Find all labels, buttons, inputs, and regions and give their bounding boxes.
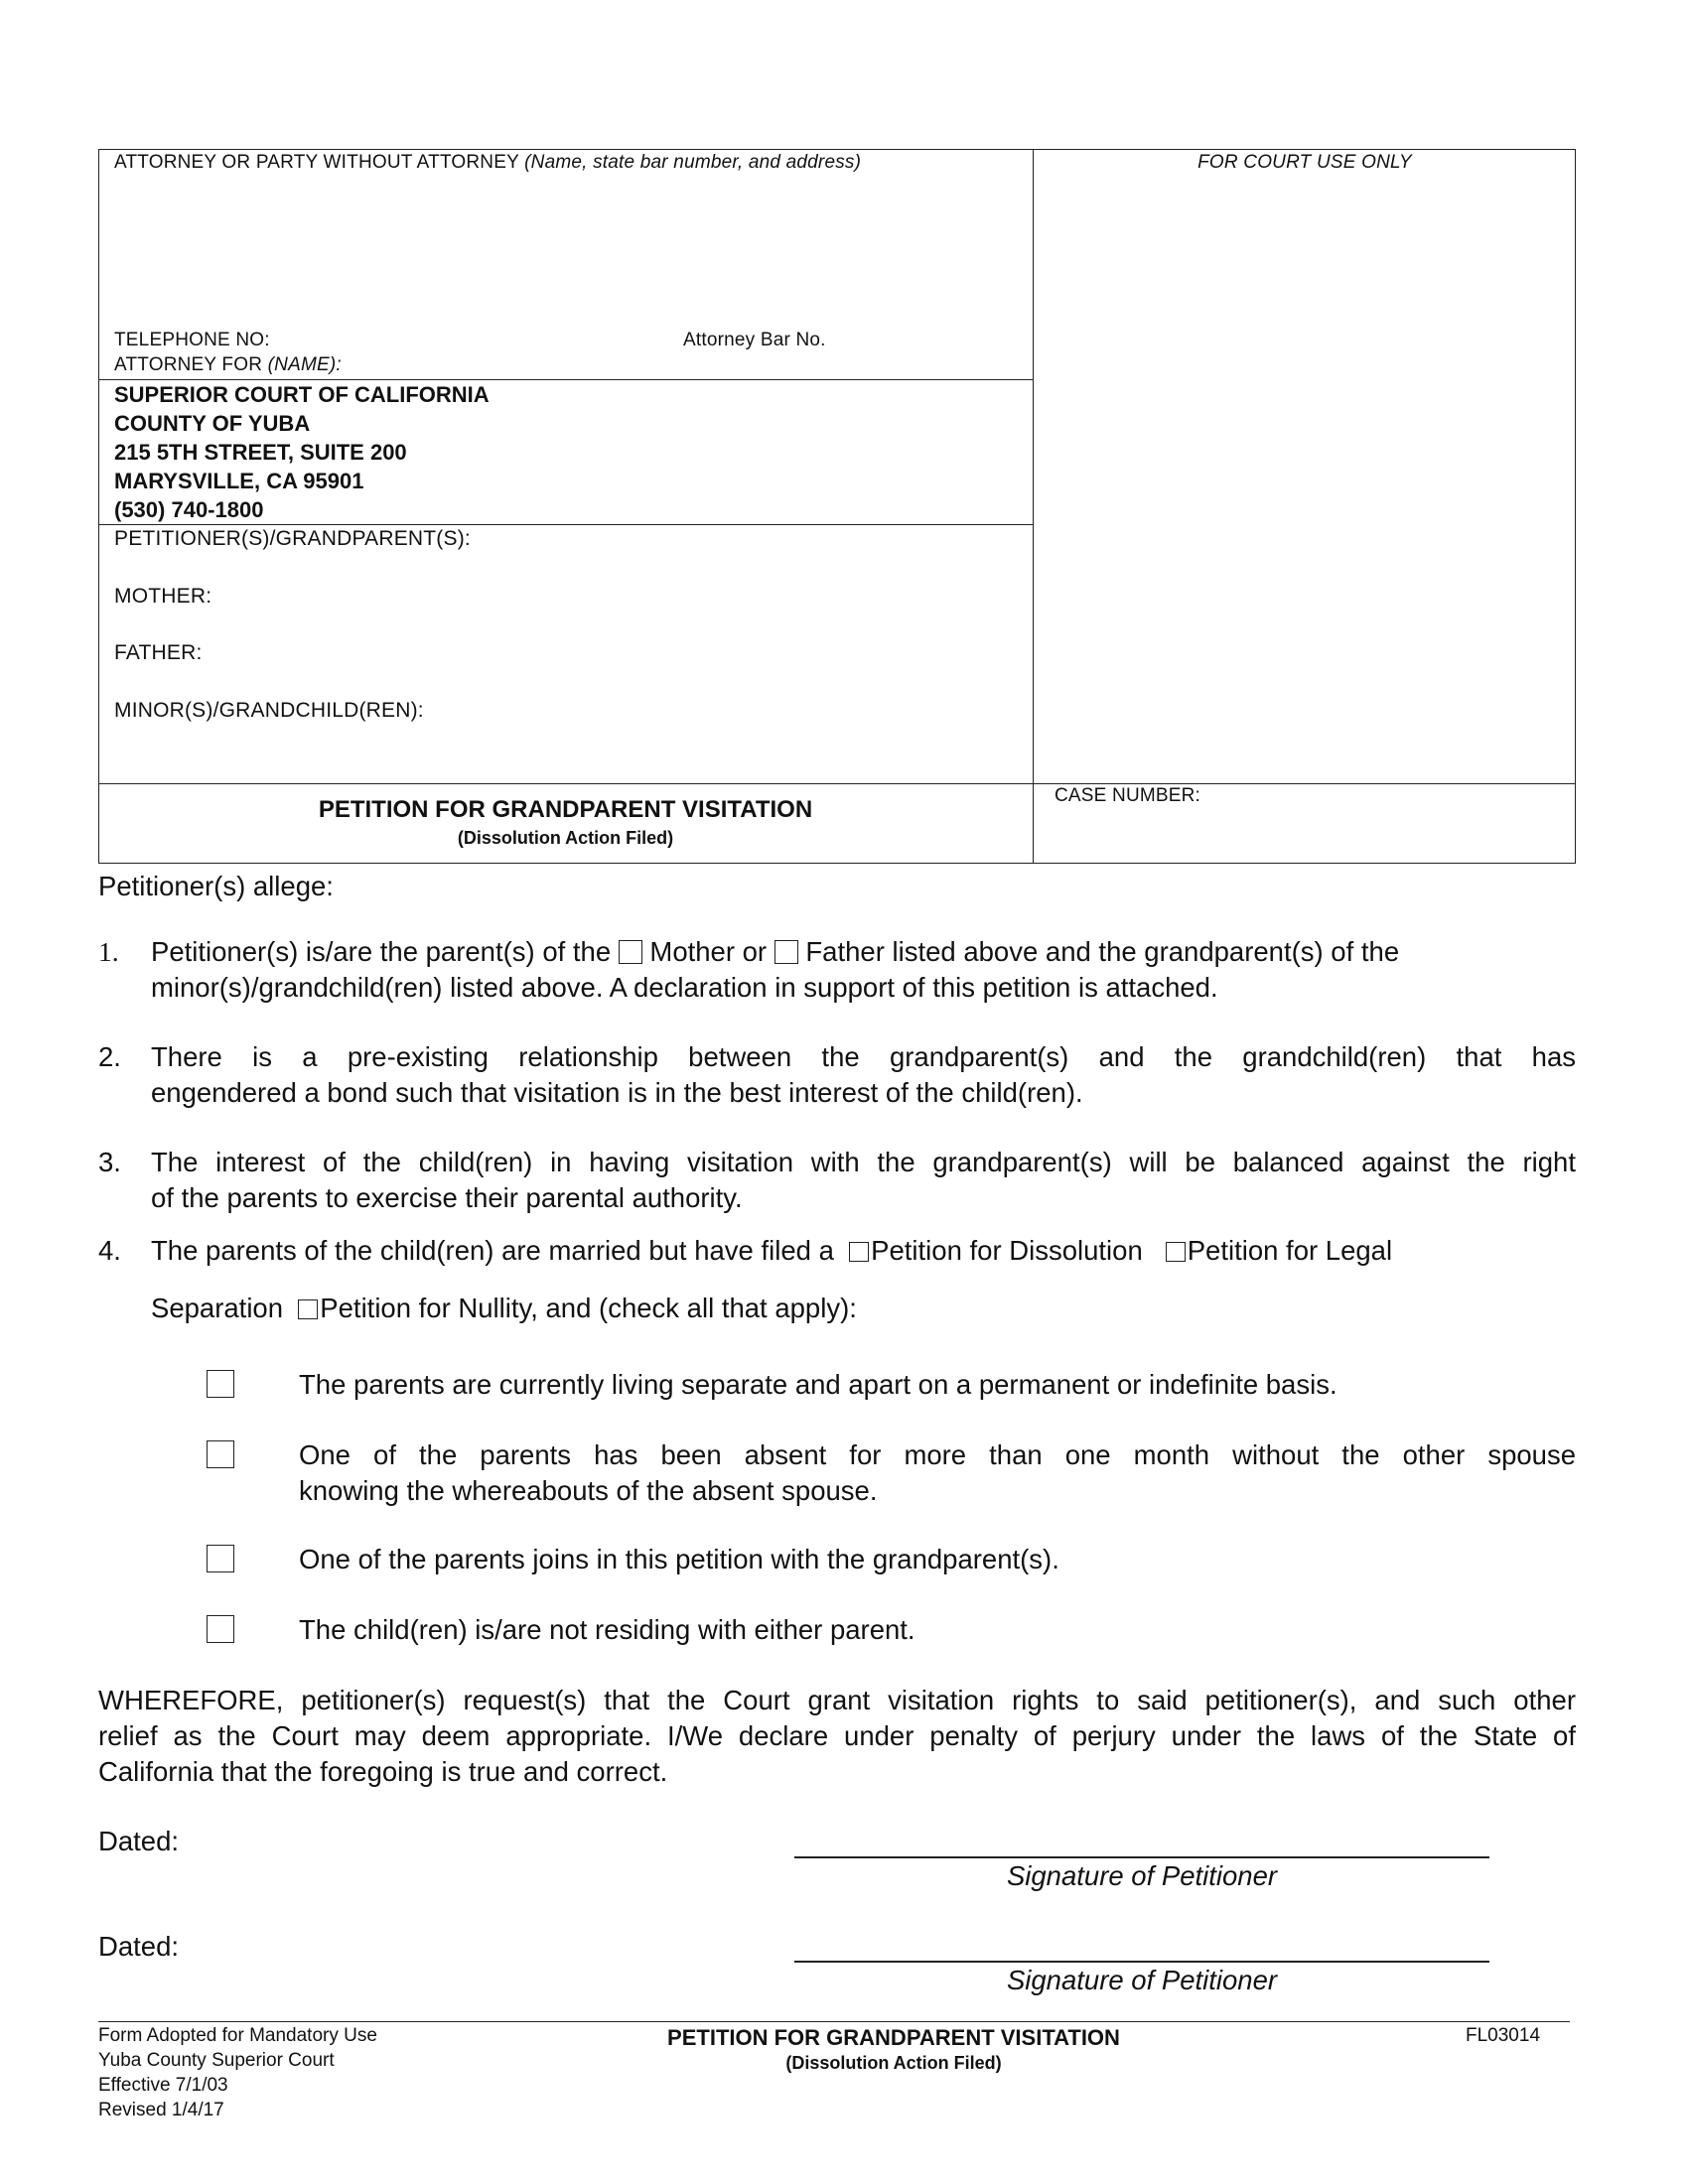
signature-line-1[interactable] — [794, 1856, 1489, 1858]
attorney-label: ATTORNEY OR PARTY WITHOUT ATTORNEY — [114, 152, 519, 173]
item-2-number: 2. — [98, 1041, 121, 1072]
telephone-label: TELEPHONE NO: — [114, 330, 270, 350]
minors-label: MINOR(S)/GRANDCHILD(REN): — [114, 699, 424, 722]
attorney-hint: (Name, state bar number, and address) — [524, 152, 862, 173]
dissolution-option-label: Petition for Dissolution — [871, 1235, 1143, 1266]
item-3-line-2: of the parents to exercise their parental authority. — [151, 1182, 743, 1213]
father-checkbox[interactable] — [774, 940, 798, 964]
attorney-for-label: ATTORNEY FOR — [114, 354, 263, 375]
item-1-line-1 — [151, 934, 1571, 970]
footer-left-line: Form Adopted for Mandatory Use — [98, 2025, 377, 2046]
item-4-text: The parents of the child(ren) are married but have filed a — [151, 1235, 834, 1266]
footer-left-line: Effective 7/1/03 — [98, 2075, 228, 2096]
mother-option-label: Mother or — [649, 936, 768, 967]
footer-left-line: Revised 1/4/17 — [98, 2100, 224, 2120]
footer-subtitle: (Dissolution Action Filed) — [785, 2053, 1002, 2073]
mother-checkbox[interactable] — [619, 940, 642, 964]
legal-separation-option-label: Petition for Legal — [1187, 1235, 1393, 1266]
divider-parties-title — [98, 783, 1576, 784]
item-4-line-2 — [151, 1291, 857, 1326]
living-apart-text: The parents are currently living separate and apart on a permanent or indefinite basis. — [299, 1369, 1337, 1400]
petitioners-label: PETITIONER(S)/GRANDPARENT(S): — [114, 527, 471, 550]
attorney-for-hint: (NAME): — [267, 354, 342, 375]
court-use-label: FOR COURT USE ONLY — [1197, 152, 1412, 173]
item-1-number: 1. — [98, 936, 119, 967]
legal-separation-checkbox[interactable] — [1166, 1242, 1186, 1262]
signature-caption-2: Signature of Petitioner — [1006, 1965, 1278, 1995]
item-3-number: 3. — [98, 1147, 121, 1177]
court-line: SUPERIOR COURT OF CALIFORNIA — [114, 382, 490, 407]
wherefore-line-3: California that the foregoing is true and correct. — [98, 1756, 668, 1787]
item-4-number: 4. — [98, 1235, 121, 1266]
court-line: 215 5TH STREET, SUITE 200 — [114, 440, 407, 465]
item-1-text-b: Father listed above and the grandparent(s) of the — [805, 936, 1400, 967]
item-2-line-1: There is a pre-existing relationship between the grandparent(s) and the grandchild(ren) that has — [151, 1041, 1576, 1072]
case-number-label: CASE NUMBER: — [1055, 785, 1201, 806]
divider-court-parties — [98, 524, 1033, 525]
nullity-checkbox[interactable] — [298, 1299, 318, 1319]
parent-joins-checkbox[interactable] — [207, 1545, 234, 1572]
dissolution-checkbox[interactable] — [849, 1242, 869, 1262]
father-label: FATHER: — [114, 641, 203, 664]
intro-text: Petitioner(s) allege: — [98, 871, 334, 901]
absent-parent-checkbox[interactable] — [207, 1440, 234, 1468]
footer-title: PETITION FOR GRANDPARENT VISITATION — [667, 2025, 1120, 2050]
not-residing-text: The child(ren) is/are not residing with either parent. — [299, 1614, 915, 1645]
wherefore-line-1: WHEREFORE, petitioner(s) request(s) that the Court grant visitation rights to said petitioner(s), and such other — [98, 1685, 1576, 1715]
footer-left-line: Yuba County Superior Court — [98, 2050, 335, 2071]
living-apart-checkbox[interactable] — [207, 1370, 234, 1398]
separation-text: Separation — [151, 1293, 284, 1323]
court-line: COUNTY OF YUBA — [114, 411, 311, 436]
nullity-option-label: Petition for Nullity, and (check all that apply): — [320, 1293, 857, 1323]
item-1-line-2: minor(s)/grandchild(ren) listed above. A declaration in support of this petition is attached. — [151, 972, 1218, 1003]
attorney-for-line — [114, 354, 342, 376]
form-title: PETITION FOR GRANDPARENT VISITATION — [318, 796, 813, 823]
item-1-text-a: Petitioner(s) is/are the parent(s) of the — [151, 936, 612, 967]
attorney-label-line — [114, 152, 861, 174]
court-address-block — [114, 380, 490, 524]
not-residing-checkbox[interactable] — [207, 1615, 234, 1643]
dated-label-2: Dated: — [98, 1931, 180, 1962]
absent-parent-text-2: knowing the whereabouts of the absent spouse. — [299, 1475, 878, 1506]
item-4-line-1 — [151, 1233, 1392, 1269]
signature-line-2[interactable] — [794, 1961, 1489, 1963]
item-2-line-2: engendered a bond such that visitation is in the best interest of the child(ren). — [151, 1077, 1083, 1108]
caption-divider-vertical — [1033, 149, 1034, 864]
item-3-line-1: The interest of the child(ren) in having visitation with the grandparent(s) will be balanced against the right — [151, 1147, 1576, 1177]
dated-label-1: Dated: — [98, 1826, 180, 1856]
bar-number-label: Attorney Bar No. — [683, 330, 826, 350]
signature-caption-1: Signature of Petitioner — [1006, 1860, 1278, 1891]
mother-label: MOTHER: — [114, 585, 212, 608]
court-line: (530) 740-1800 — [114, 497, 264, 522]
form-subtitle: (Dissolution Action Filed) — [457, 828, 674, 848]
footer-rule — [98, 2021, 1570, 2022]
footer-left-block — [98, 2023, 377, 2122]
wherefore-line-2: relief as the Court may deem appropriate. I/We declare under penalty of perjury under the laws of the State of — [98, 1720, 1576, 1751]
parent-joins-text: One of the parents joins in this petition with the grandparent(s). — [299, 1544, 1059, 1574]
court-line: MARYSVILLE, CA 95901 — [114, 469, 364, 493]
footer-form-code: FL03014 — [1466, 2025, 1541, 2046]
absent-parent-text-1: One of the parents has been absent for more than one month without the other spouse — [299, 1439, 1576, 1470]
